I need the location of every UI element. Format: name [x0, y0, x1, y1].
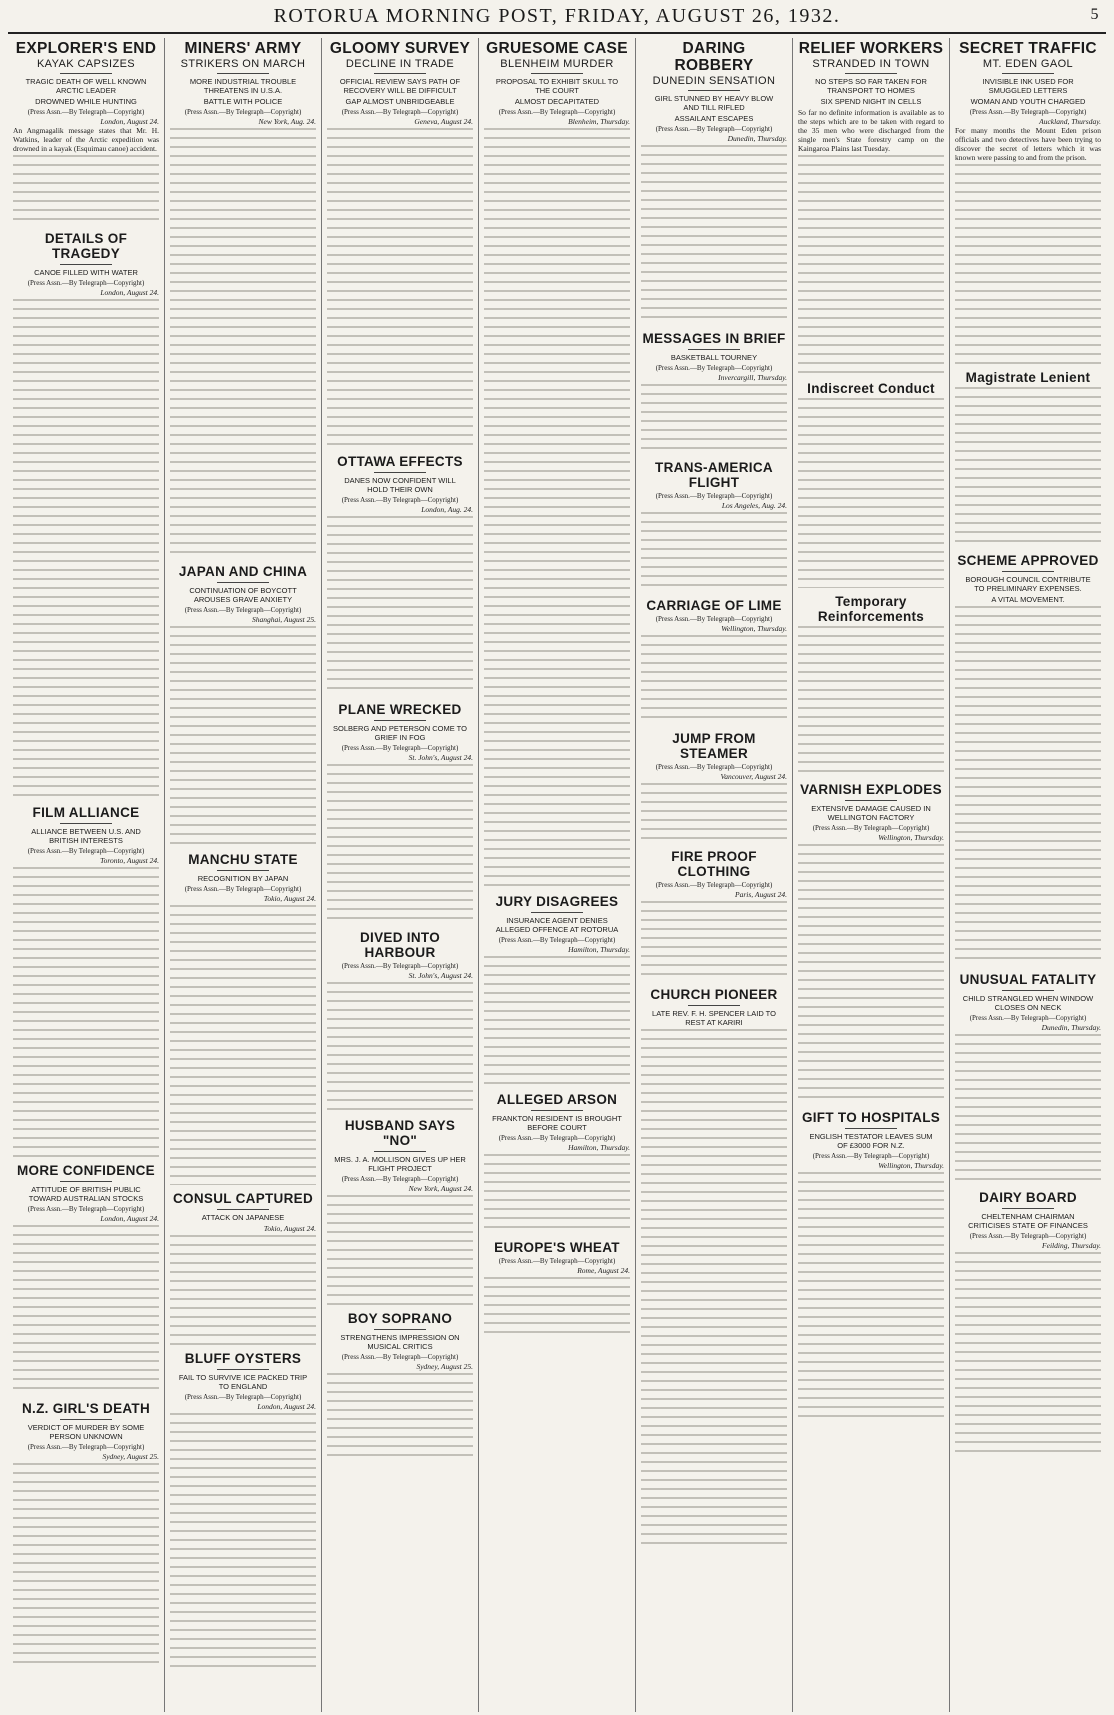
- article: [641, 40, 787, 325]
- article-dateline: New York, Aug. 24.: [258, 117, 316, 126]
- article: [170, 40, 316, 558]
- article-body-text: [327, 1373, 473, 1463]
- press-credit: (Press Assn.—By Telegraph—Copyright): [812, 1152, 930, 1160]
- article-body-text: [641, 635, 787, 725]
- article-dateline: Invercargill, Thursday.: [718, 373, 787, 382]
- article-headline: VARNISH EXPLODES: [800, 782, 942, 797]
- divider: [217, 73, 270, 74]
- article: [13, 231, 159, 799]
- article-headline: EUROPE'S WHEAT: [494, 1240, 620, 1255]
- divider: [374, 472, 427, 473]
- article-deck-secondary: DROWNED WHILE HUNTING: [35, 97, 137, 106]
- article: [641, 460, 787, 592]
- article: [327, 40, 473, 448]
- press-credit: (Press Assn.—By Telegraph—Copyright): [655, 881, 773, 889]
- article-dateline: Wellington, Thursday.: [878, 833, 944, 842]
- press-credit: (Press Assn.—By Telegraph—Copyright): [969, 108, 1087, 116]
- press-credit: (Press Assn.—By Telegraph—Copyright): [498, 1134, 616, 1142]
- divider: [845, 800, 898, 801]
- article: [798, 594, 944, 776]
- article-headline: MINERS' ARMY: [184, 40, 302, 57]
- divider: [688, 1005, 741, 1006]
- article-dateline: Vancouver, August 24.: [720, 772, 787, 781]
- press-credit: (Press Assn.—By Telegraph—Copyright): [341, 744, 459, 752]
- column-7: [950, 38, 1106, 1712]
- divider: [688, 349, 741, 350]
- article-dateline: Shanghai, August 25.: [251, 615, 316, 624]
- article: [327, 454, 473, 696]
- article: [327, 702, 473, 924]
- article-headline: DIVED INTO HARBOUR: [359, 930, 440, 960]
- article-deck: RECOGNITION BY JAPAN: [197, 874, 289, 883]
- article-deck-secondary: ASSAILANT ESCAPES: [674, 114, 754, 123]
- article-body-text: [170, 905, 316, 1185]
- article-subheading: STRIKERS ON MARCH: [180, 58, 306, 70]
- press-credit: (Press Assn.—By Telegraph—Copyright): [184, 885, 302, 893]
- article-headline: SCHEME APPROVED: [957, 553, 1099, 568]
- article-body-text: [13, 155, 159, 225]
- article-deck: BOROUGH COUNCIL CONTRIBUTE TO PRELIMINARY EXPENSES.: [965, 575, 1091, 593]
- divider: [531, 912, 584, 913]
- article-headline: JUMP FROM STEAMER: [672, 731, 756, 761]
- article-headline: DARING ROBBERY: [674, 40, 754, 74]
- article-dateline: Tokio, August 24.: [263, 1224, 316, 1233]
- press-credit: (Press Assn.—By Telegraph—Copyright): [655, 125, 773, 133]
- article-dateline: Paris, August 24.: [735, 890, 787, 899]
- article-deck-secondary: BATTLE WITH POLICE: [203, 97, 283, 106]
- article-headline: Magistrate Lenient: [965, 370, 1091, 385]
- divider: [217, 582, 270, 583]
- article-deck: PROPOSAL TO EXHIBIT SKULL TO THE COURT: [495, 77, 619, 95]
- article-body-text: [798, 398, 944, 588]
- press-credit: (Press Assn.—By Telegraph—Copyright): [184, 1393, 302, 1401]
- article-lead-text: So far no definite information is available as to the steps which are to be taken with regard to the 35 men who were discharged from the single men's State forestry camp on the Kaingaroa Plains last Tuesday.: [798, 108, 944, 153]
- article-deck: FAIL TO SURVIVE ICE PACKED TRIP TO ENGLAND: [178, 1373, 308, 1391]
- article: [484, 1240, 630, 1337]
- divider: [217, 870, 270, 871]
- article-body-text: [170, 128, 316, 558]
- article-body-text: [955, 606, 1101, 966]
- article-deck: LATE REV. F. H. SPENCER LAID TO REST AT KARIRI: [652, 1009, 776, 1027]
- article: [327, 1311, 473, 1463]
- press-credit: (Press Assn.—By Telegraph—Copyright): [27, 1205, 145, 1213]
- article: [170, 852, 316, 1185]
- article-headline: MORE CONFIDENCE: [16, 1163, 155, 1178]
- article-dateline: London, Aug. 24.: [421, 505, 473, 514]
- article-body-text: [955, 1034, 1101, 1184]
- column-3: [322, 38, 479, 1712]
- divider: [688, 90, 741, 91]
- article-dateline: Hamilton, Thursday.: [568, 1143, 630, 1152]
- article-subheading: STRANDED IN TOWN: [812, 58, 930, 70]
- article: [641, 849, 787, 981]
- article-dateline: Wellington, Thursday.: [721, 624, 787, 633]
- page-number: 5: [1090, 6, 1100, 23]
- article-dateline: Sydney, August 25.: [102, 1452, 159, 1461]
- article-subheading: DECLINE IN TRADE: [345, 58, 455, 70]
- article-headline: CONSUL CAPTURED: [172, 1191, 313, 1206]
- article-dateline: London, August 24.: [100, 288, 159, 297]
- article-body-text: [327, 1195, 473, 1305]
- article-deck-secondary: GAP ALMOST UNBRIDGEABLE: [345, 97, 455, 106]
- press-credit: (Press Assn.—By Telegraph—Copyright): [655, 615, 773, 623]
- divider: [531, 1110, 584, 1111]
- article-body-text: [170, 1413, 316, 1673]
- article-headline: RELIEF WORKERS: [798, 40, 944, 57]
- columns-container: [8, 38, 1106, 1712]
- article-body-text: [484, 128, 630, 888]
- article: [955, 553, 1101, 966]
- article: [13, 40, 159, 225]
- press-credit: (Press Assn.—By Telegraph—Copyright): [184, 606, 302, 614]
- article-dateline: London, August 24.: [100, 117, 159, 126]
- press-credit: (Press Assn.—By Telegraph—Copyright): [498, 936, 616, 944]
- column-2: [165, 38, 322, 1712]
- column-5: [636, 38, 793, 1712]
- article-deck-secondary: SIX SPEND NIGHT IN CELLS: [820, 97, 922, 106]
- article: [955, 370, 1101, 547]
- divider: [845, 73, 898, 74]
- article-deck: FRANKTON RESIDENT IS BROUGHT BEFORE COURT: [492, 1114, 622, 1132]
- article: [13, 1163, 159, 1395]
- article-body-text: [641, 1029, 787, 1549]
- divider: [374, 1151, 427, 1152]
- article-dateline: Sydney, August 25.: [416, 1362, 473, 1371]
- article-dateline: Dunedin, Thursday.: [1041, 1023, 1101, 1032]
- article: [641, 598, 787, 725]
- divider: [1002, 1208, 1055, 1209]
- article-headline: CHURCH PIONEER: [650, 987, 778, 1002]
- article: [170, 564, 316, 846]
- press-credit: (Press Assn.—By Telegraph—Copyright): [812, 824, 930, 832]
- article: [641, 731, 787, 843]
- press-credit: (Press Assn.—By Telegraph—Copyright): [969, 1014, 1087, 1022]
- divider: [60, 73, 113, 74]
- divider: [217, 1369, 270, 1370]
- article-body-text: [327, 128, 473, 448]
- article-deck: STRENGTHENS IMPRESSION ON MUSICAL CRITICS: [340, 1333, 460, 1351]
- article-headline: TRANS-AMERICA FLIGHT: [655, 460, 773, 490]
- article-deck: CANOE FILLED WITH WATER: [34, 268, 138, 277]
- article: [484, 894, 630, 1086]
- article-dateline: Auckland, Thursday.: [1039, 117, 1101, 126]
- article-dateline: St. John's, August 24.: [408, 753, 473, 762]
- article-deck: DANES NOW CONFIDENT WILL HOLD THEIR OWN: [344, 476, 456, 494]
- article: [170, 1351, 316, 1673]
- article-deck: CONTINUATION OF BOYCOTT AROUSES GRAVE ANXIETY: [189, 586, 297, 604]
- press-credit: (Press Assn.—By Telegraph—Copyright): [341, 962, 459, 970]
- article: [641, 987, 787, 1549]
- press-credit: (Press Assn.—By Telegraph—Copyright): [498, 108, 616, 116]
- article-deck-secondary: A VITAL MOVEMENT.: [991, 595, 1065, 604]
- article-body-text: [641, 783, 787, 843]
- article-deck: INSURANCE AGENT DENIES ALLEGED OFFENCE AT ROTORUA: [495, 916, 619, 934]
- article-dateline: Geneva, August 24.: [414, 117, 473, 126]
- press-credit: (Press Assn.—By Telegraph—Copyright): [498, 1257, 616, 1265]
- press-credit: (Press Assn.—By Telegraph—Copyright): [341, 1353, 459, 1361]
- article-deck: GIRL STUNNED BY HEAVY BLOW AND TILL RIFLED: [654, 94, 774, 112]
- article-headline: GIFT TO HOSPITALS: [801, 1110, 941, 1125]
- article-subheading: DUNEDIN SENSATION: [652, 75, 776, 87]
- article-headline: FIRE PROOF CLOTHING: [671, 849, 757, 879]
- article-dateline: Los Angeles, Aug. 24.: [721, 501, 787, 510]
- press-credit: (Press Assn.—By Telegraph—Copyright): [341, 1175, 459, 1183]
- divider: [60, 823, 113, 824]
- press-credit: (Press Assn.—By Telegraph—Copyright): [27, 1443, 145, 1451]
- article: [955, 40, 1101, 364]
- press-credit: (Press Assn.—By Telegraph—Copyright): [655, 763, 773, 771]
- divider: [374, 73, 427, 74]
- article-body-text: [641, 901, 787, 981]
- column-6: [793, 38, 950, 1712]
- press-credit: (Press Assn.—By Telegraph—Copyright): [969, 1232, 1087, 1240]
- article-body-text: [641, 145, 787, 325]
- article: [484, 1092, 630, 1234]
- article-dateline: Rome, August 24.: [577, 1266, 630, 1275]
- article: [13, 805, 159, 1157]
- article-deck: ENGLISH TESTATOR LEAVES SUM OF £3000 FOR N.Z.: [809, 1132, 933, 1150]
- article-headline: N.Z. GIRL'S DEATH: [21, 1401, 151, 1416]
- press-credit: (Press Assn.—By Telegraph—Copyright): [655, 492, 773, 500]
- article-deck: INVISIBLE INK USED FOR SMUGGLED LETTERS: [982, 77, 1074, 95]
- article-lead-text: For many months the Mount Eden prison officials and two detectives have been trying to discover the secret of letters which it was known were passing to and from the prison.: [955, 126, 1101, 162]
- article: [798, 40, 944, 375]
- press-credit: (Press Assn.—By Telegraph—Copyright): [27, 847, 145, 855]
- press-credit: (Press Assn.—By Telegraph—Copyright): [27, 108, 145, 116]
- article-dateline: London, August 24.: [100, 1214, 159, 1223]
- article-body-text: [484, 1277, 630, 1337]
- column-4: [479, 38, 636, 1712]
- divider: [374, 1329, 427, 1330]
- article-body-text: [327, 516, 473, 696]
- article-dateline: Toronto, August 24.: [100, 856, 159, 865]
- article: [327, 1118, 473, 1305]
- article-body-text: [170, 626, 316, 846]
- article-headline: UNUSUAL FATALITY: [959, 972, 1097, 987]
- article-headline: OTTAWA EFFECTS: [337, 454, 463, 469]
- article-headline: EXPLORER'S END: [15, 40, 157, 57]
- article-deck-secondary: ALMOST DECAPITATED: [514, 97, 600, 106]
- article-headline: BLUFF OYSTERS: [184, 1351, 302, 1366]
- divider: [60, 1419, 113, 1420]
- article-deck: MRS. J. A. MOLLISON GIVES UP HER FLIGHT PROJECT: [334, 1155, 466, 1173]
- article-body-text: [13, 867, 159, 1157]
- article-headline: DETAILS OF TRAGEDY: [44, 231, 128, 261]
- article-body-text: [327, 982, 473, 1112]
- article-headline: BOY SOPRANO: [347, 1311, 453, 1326]
- article: [955, 972, 1101, 1184]
- article-headline: ALLEGED ARSON: [496, 1092, 618, 1107]
- article-headline: SECRET TRAFFIC: [959, 40, 1097, 57]
- article-body-text: [955, 164, 1101, 364]
- article-headline: DAIRY BOARD: [979, 1190, 1077, 1205]
- divider: [531, 73, 584, 74]
- article-deck: EXTENSIVE DAMAGE CAUSED IN WELLINGTON FACTORY: [811, 804, 931, 822]
- article-deck: VERDICT OF MURDER BY SOME PERSON UNKNOWN: [27, 1423, 145, 1441]
- article-dateline: Tokio, August 24.: [263, 894, 316, 903]
- article: [641, 331, 787, 454]
- article-dateline: Blenheim, Thursday.: [568, 117, 630, 126]
- article-body-text: [798, 844, 944, 1104]
- article-subheading: BLENHEIM MURDER: [500, 58, 614, 70]
- article-deck: NO STEPS SO FAR TAKEN FOR TRANSPORT TO HOMES: [815, 77, 927, 95]
- article-dateline: Wellington, Thursday.: [878, 1161, 944, 1170]
- article-deck: ATTACK ON JAPANESE: [201, 1213, 285, 1222]
- article-dateline: St. John's, August 24.: [408, 971, 473, 980]
- article: [955, 1190, 1101, 1452]
- divider: [1002, 990, 1055, 991]
- article-deck-secondary: WOMAN AND YOUTH CHARGED: [970, 97, 1086, 106]
- article-deck: BASKETBALL TOURNEY: [670, 353, 758, 362]
- article-body-text: [170, 1235, 316, 1345]
- article-dateline: New York, August 24.: [408, 1184, 473, 1193]
- article-headline: CARRIAGE OF LIME: [646, 598, 782, 613]
- article-dateline: Hamilton, Thursday.: [568, 945, 630, 954]
- article-dateline: Dunedin, Thursday.: [727, 134, 787, 143]
- article-deck: MORE INDUSTRIAL TROUBLE THREATENS IN U.S.A.: [189, 77, 297, 95]
- masthead-title: ROTORUA MORNING POST, FRIDAY, AUGUST 26, 1932.: [273, 4, 841, 27]
- article-headline: MESSAGES IN BRIEF: [642, 331, 786, 346]
- press-credit: (Press Assn.—By Telegraph—Copyright): [184, 108, 302, 116]
- article: [798, 782, 944, 1104]
- press-credit: (Press Assn.—By Telegraph—Copyright): [341, 496, 459, 504]
- press-credit: (Press Assn.—By Telegraph—Copyright): [655, 364, 773, 372]
- article-deck: OFFICIAL REVIEW SAYS PATH OF RECOVERY WILL BE DIFFICULT: [339, 77, 461, 95]
- article-body-text: [13, 1225, 159, 1395]
- press-credit: (Press Assn.—By Telegraph—Copyright): [27, 279, 145, 287]
- article-body-text: [484, 1154, 630, 1234]
- article-body-text: [641, 512, 787, 592]
- divider: [1002, 571, 1055, 572]
- article-headline: GRUESOME CASE: [486, 40, 628, 57]
- article-headline: Indiscreet Conduct: [807, 381, 935, 396]
- article: [484, 40, 630, 888]
- article-body-text: [13, 299, 159, 799]
- divider: [374, 720, 427, 721]
- divider: [217, 1209, 270, 1210]
- article-deck: TRAGIC DEATH OF WELL KNOWN ARCTIC LEADER: [25, 77, 147, 95]
- article-body-text: [798, 155, 944, 375]
- article-headline: GLOOMY SURVEY: [329, 40, 471, 57]
- article-headline: PLANE WRECKED: [338, 702, 462, 717]
- article: [798, 1110, 944, 1422]
- article-deck: ALLIANCE BETWEEN U.S. AND BRITISH INTERESTS: [31, 827, 141, 845]
- article-deck: ATTITUDE OF BRITISH PUBLIC TOWARD AUSTRALIAN STOCKS: [28, 1185, 144, 1203]
- article-body-text: [641, 384, 787, 454]
- article-body-text: [798, 626, 944, 776]
- article-deck: CHELTENHAM CHAIRMAN CRITICISES STATE OF FINANCES: [968, 1212, 1088, 1230]
- press-credit: (Press Assn.—By Telegraph—Copyright): [341, 108, 459, 116]
- article-body-text: [484, 956, 630, 1086]
- article-headline: HUSBAND SAYS "NO": [344, 1118, 456, 1148]
- article-deck: SOLBERG AND PETERSON COME TO GRIEF IN FOG: [333, 724, 467, 742]
- column-1: [8, 38, 165, 1712]
- article-body-text: [955, 387, 1101, 547]
- divider: [1002, 73, 1055, 74]
- divider: [60, 264, 113, 265]
- article-lead-text: An Angmagalik message states that Mr. H. Watkins, leader of the Arctic expedition was drowned in a kayak (Esquimau canoe) accident.: [13, 126, 159, 153]
- article-dateline: London, August 24.: [257, 1402, 316, 1411]
- article: [798, 381, 944, 588]
- article-subheading: MT. EDEN GAOL: [982, 58, 1074, 70]
- article-body-text: [327, 764, 473, 924]
- article-body-text: [955, 1252, 1101, 1452]
- article: [327, 930, 473, 1112]
- article-dateline: Feilding, Thursday.: [1042, 1241, 1101, 1250]
- article: [170, 1191, 316, 1345]
- article-body-text: [13, 1463, 159, 1663]
- article-headline: Temporary Reinforcements: [817, 594, 925, 624]
- divider: [845, 1128, 898, 1129]
- article: [13, 1401, 159, 1663]
- article-headline: JAPAN AND CHINA: [178, 564, 308, 579]
- article-headline: JURY DISAGREES: [495, 894, 619, 909]
- article-body-text: [798, 1172, 944, 1422]
- masthead: [8, 0, 1106, 34]
- article-headline: FILM ALLIANCE: [32, 805, 140, 820]
- divider: [60, 1181, 113, 1182]
- article-subheading: KAYAK CAPSIZES: [36, 58, 136, 70]
- article-deck: CHILD STRANGLED WHEN WINDOW CLOSES ON NECK: [962, 994, 1094, 1012]
- article-headline: MANCHU STATE: [188, 852, 298, 867]
